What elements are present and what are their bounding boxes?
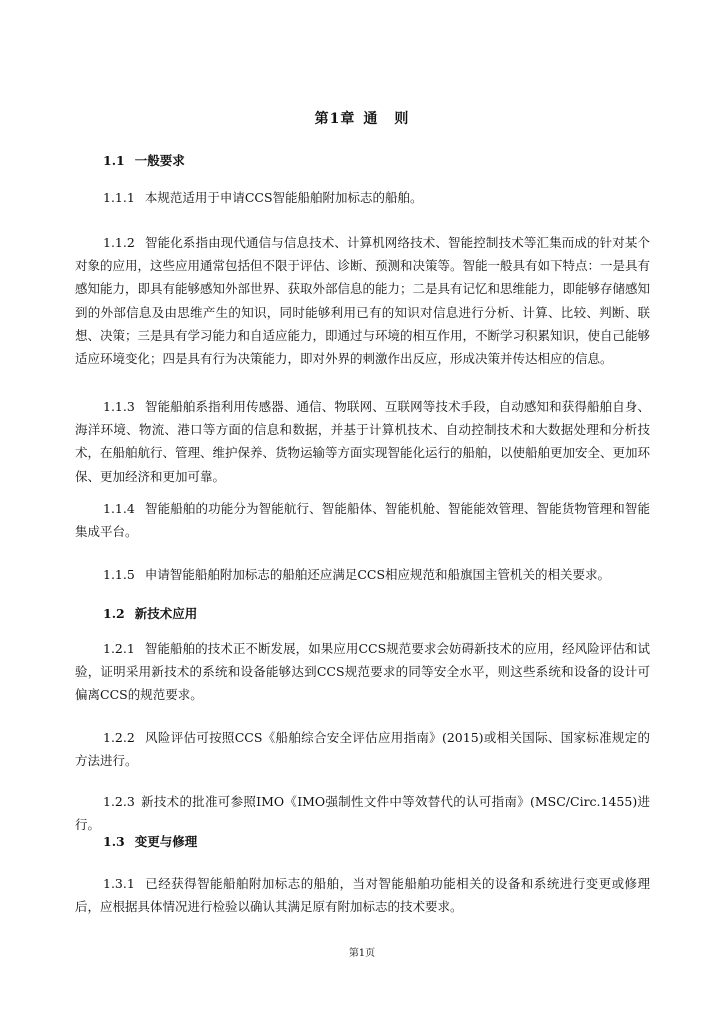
clause-1-1-5 bbox=[75, 563, 650, 586]
chapter-title bbox=[0, 108, 724, 128]
clause-1-1-4 bbox=[75, 497, 650, 543]
clause-number: 1.2.3 bbox=[103, 794, 135, 809]
section-number: 1.2 bbox=[103, 606, 125, 621]
section-number: 1.1 bbox=[103, 153, 125, 168]
clause-text: 智能船舶系指利用传感器、通信、物联网、互联网等技术手段，自动感知和获得船舶自身、海洋环境、物流、港口等方面的信息和数据，并基于计算机技术、自动控制技术和大数据处理和分析技术，在船舶航行、管理、维护保养、货物运输等方面实现智能化运行的船舶，以使船舶更加安全、更加环保、更加经济和更加可靠。 bbox=[75, 399, 651, 484]
clause-text: 本规范适用于申请CCS智能船舶附加标志的船舶。 bbox=[144, 190, 423, 205]
clause-text: 新技术的批准可参照IMO《IMO强制性文件中等效替代的认可指南》(MSC/Circ.1455)进行。 bbox=[75, 794, 650, 833]
clause-1-3-1 bbox=[75, 872, 650, 918]
section-title: 变更与修理 bbox=[134, 834, 198, 849]
section-heading-1-2 bbox=[103, 604, 197, 622]
clause-text: 智能船舶的功能分为智能航行、智能船体、智能机舱、智能能效管理、智能货物管理和智能集成平台。 bbox=[75, 501, 650, 540]
chapter-title-part-2: 则 bbox=[394, 111, 410, 127]
clause-number: 1.2.1 bbox=[103, 641, 135, 656]
clause-text: 申请智能船舶附加标志的船舶还应满足CCS相应规范和船旗国主管机关的相关要求。 bbox=[144, 567, 611, 582]
clause-number: 1.1.5 bbox=[103, 567, 135, 582]
clause-number: 1.1.3 bbox=[103, 399, 135, 414]
clause-1-1-3 bbox=[75, 395, 650, 488]
clause-number: 1.1.2 bbox=[103, 235, 135, 250]
clause-1-1-1 bbox=[75, 186, 650, 209]
clause-1-1-2 bbox=[75, 231, 650, 370]
section-number: 1.3 bbox=[103, 834, 125, 849]
section-heading-1-1 bbox=[103, 151, 185, 169]
clause-number: 1.2.2 bbox=[103, 730, 135, 745]
clause-text: 已经获得智能船舶附加标志的船舶，当对智能船舶功能相关的设备和系统进行变更或修理后，应根据具体情况进行检验以确认其满足原有附加标志的技术要求。 bbox=[75, 876, 650, 915]
section-title: 一般要求 bbox=[134, 153, 185, 168]
page-number: 第1页 bbox=[348, 948, 376, 959]
section-heading-1-3 bbox=[103, 832, 197, 850]
section-title: 新技术应用 bbox=[134, 606, 198, 621]
chapter-title-part-1: 通 bbox=[363, 111, 379, 127]
clause-number: 1.1.1 bbox=[103, 190, 135, 205]
clause-1-2-3 bbox=[75, 790, 650, 836]
clause-1-2-1 bbox=[75, 637, 650, 707]
clause-text: 风险评估可按照CCS《船舶综合安全评估应用指南》(2015)或相关国际、国家标准规定的方法进行。 bbox=[75, 730, 650, 769]
chapter-number: 第1章 bbox=[314, 111, 356, 127]
clause-text: 智能船舶的技术正不断发展，如果应用CCS规范要求会妨碍新技术的应用，经风险评估和试验，证明采用新技术的系统和设备能够达到CCS规范要求的同等安全水平，则这些系统和设备的设计可偏离CCS的规范要求。 bbox=[75, 641, 650, 703]
clause-number: 1.3.1 bbox=[103, 876, 135, 891]
clause-1-2-2 bbox=[75, 726, 650, 772]
clause-text: 智能化系指由现代通信与信息技术、计算机网络技术、智能控制技术等汇集而成的针对某个对象的应用，这些应用通常包括但不限于评估、诊断、预测和决策等。智能一般具有如下特点：一是具有感知能力，即具有能够感知外部世界、获取外部信息的能力；二是具有记忆和思维能力，即能够存储感知到的外部信息及由思维产生的知识，同时能够利用已有的知识对信息进行分析、计算、比较、判断、联想、决策；三是具有学习能力和自适应能力，即通过与环境的相互作用，不断学习积累知识，使自己能够适应环境变化；四是具有行为决策能力，即对外界的刺激作出反应，形成决策并传达相应的信息。 bbox=[75, 235, 651, 367]
clause-number: 1.1.4 bbox=[103, 501, 135, 516]
